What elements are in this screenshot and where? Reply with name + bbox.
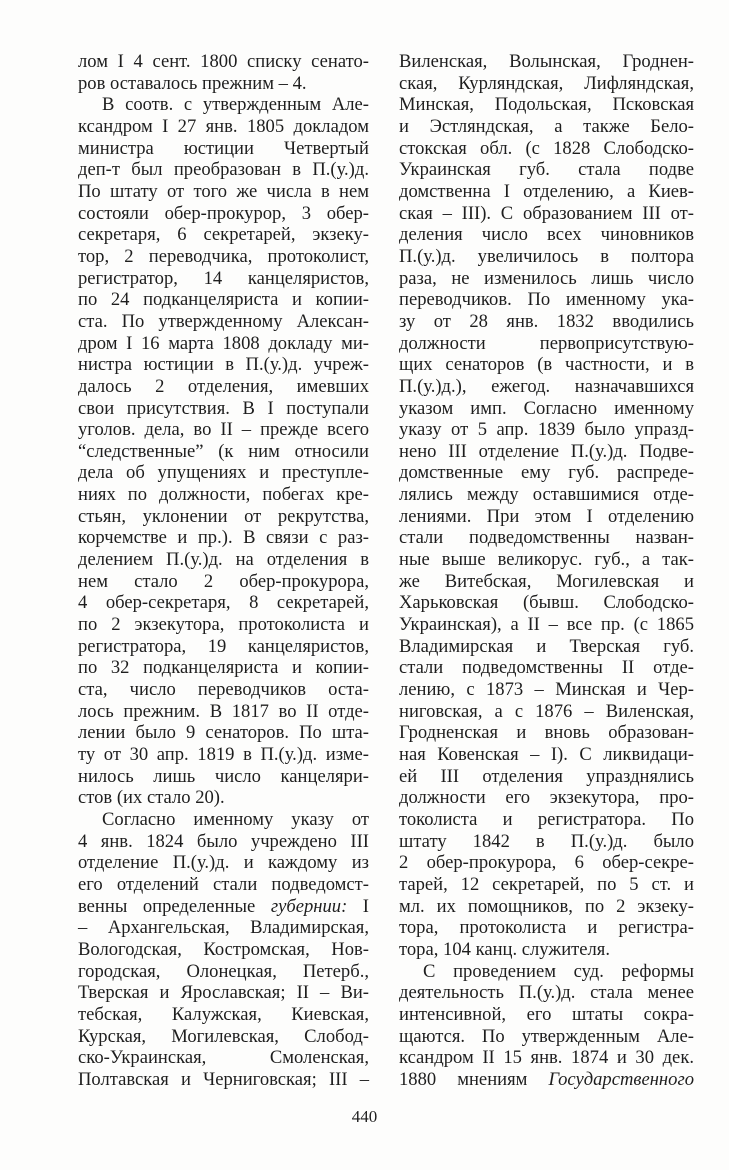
text-line: нистра юстиции в П.(у.)д. учреж-: [78, 354, 369, 376]
text-line: раза, не изменилось лишь число: [399, 267, 694, 289]
text-line: домственна I отделению, а Киев-: [399, 180, 694, 202]
text-line: нем стало 2 обер-прокурора,: [78, 570, 369, 592]
text-line: тор, 2 переводчика, протоколист,: [78, 245, 369, 267]
text-line: регистратора, 19 канцеляристов,: [78, 635, 369, 657]
text-line: [78, 896, 369, 918]
text-line: его отделений стали подведомст-: [78, 873, 369, 895]
text-line: и Эстляндская, а также Бело-: [399, 115, 694, 137]
text-line: ту от 30 апр. 1819 в П.(у.)д. изме-: [78, 744, 369, 765]
text-line: В соотв. с утвержденным Але-: [102, 94, 369, 116]
text-line: ные выше великорус. губ., а так-: [399, 549, 694, 571]
text-line: нено III отделение П.(у.)д. Подве-: [399, 440, 694, 462]
paragraph: [399, 51, 694, 961]
text-line: городская, Олонецкая, Петерб.,: [78, 960, 369, 982]
text-line: тарей, 12 секретарей, по 5 ст. и: [399, 873, 694, 895]
page-number: 440: [351, 1107, 378, 1126]
text-line: указу от 5 апр. 1839 было упразд-: [399, 419, 694, 441]
text-line: ксандром II 15 янв. 1874 и 30 дек.: [399, 1047, 694, 1069]
text-line: тора, 104 канц. служителя.: [399, 938, 611, 960]
text-line: корчемстве и пр.). В связи с раз-: [78, 527, 369, 549]
text-line: ная Ковенская – I). С ликвидаци-: [399, 744, 694, 765]
text-line: С проведением суд. реформы: [423, 960, 694, 982]
text-line: ксандром I 27 янв. 1805 докладом: [78, 115, 369, 137]
text-line: должности его экзекутора, про-: [399, 787, 694, 809]
text-span: венны определенные: [78, 895, 271, 917]
text-line: Харьковская (бывш. Слободско-: [399, 592, 694, 614]
text-line: указом имп. Согласно именному: [399, 397, 694, 419]
text-line: интенсивной, его штаты сокра-: [399, 1003, 694, 1025]
text-line: ста, число переводчиков оста-: [78, 679, 369, 701]
text-line: лению, с 1873 – Минская и Чер-: [399, 679, 694, 701]
text-line: ская – III). С образованием III от-: [399, 202, 694, 224]
right-column: [399, 51, 694, 1091]
text-line: переводчиков. По именному ука-: [399, 289, 694, 311]
text-line: далось 2 отделения, имевших: [78, 375, 369, 397]
text-line: – Архангельская, Владимирская,: [78, 917, 369, 939]
text-line: тебская, Калужская, Киевская,: [78, 1003, 369, 1025]
text-line: должности первоприсутствую-: [399, 332, 694, 354]
text-line: делением П.(у.)д. на отделения в: [78, 549, 369, 571]
text-line: ей III отделения упразднялись: [399, 765, 694, 787]
text-line: нилось лишь число канцеляри-: [78, 765, 369, 787]
text-line: лялись между оставшимися отде-: [399, 484, 694, 506]
text-line: Вологодская, Костромская, Нов-: [78, 938, 369, 960]
text-line: Курская, Могилевская, Слобод-: [78, 1025, 369, 1047]
left-column: [78, 51, 369, 1091]
text-line: Полтавская и Черниговская; III –: [78, 1068, 369, 1090]
text-line: секретаря, 6 секретарей, экзеку-: [78, 224, 369, 246]
text-line: [399, 1069, 694, 1091]
text-line: дром I 16 марта 1808 докладу ми-: [78, 332, 369, 354]
text-line: Гродненская и вновь образован-: [399, 722, 694, 744]
text-line: 4 обер-секретаря, 8 секретарей,: [78, 592, 369, 614]
italic-term: губернии:: [270, 895, 348, 917]
text-line: уголов. дела, во II – прежде всего: [78, 419, 369, 441]
text-line: П.(у.)д. увеличилось в полтора: [399, 245, 694, 267]
text-line: ров оставалось прежним – 4.: [78, 72, 307, 94]
text-line: стьян, уклонении от рекрутства,: [78, 505, 369, 527]
text-line: деятельность П.(у.)д. стала менее: [399, 982, 694, 1004]
text-line: стов (их стало 20).: [78, 787, 225, 809]
text-line: тора, протоколиста и регистра-: [399, 917, 694, 939]
paragraph: [78, 51, 369, 94]
italic-term: Государственного: [548, 1068, 694, 1090]
text-line: Тверская и Ярославская; II – Ви-: [78, 982, 369, 1004]
text-span: 1880 мнениям: [399, 1068, 549, 1090]
text-line: ниях по должности, побегах кре-: [78, 484, 369, 506]
text-line: лом I 4 сент. 1800 списку сенато-: [78, 51, 369, 72]
text-line: штату 1842 в П.(у.)д. было: [399, 830, 694, 852]
text-line: лении было 9 сенаторов. По шта-: [78, 722, 369, 744]
text-line: ста. По утвержденному Алексан-: [78, 310, 369, 332]
text-line: щаются. По утвержденным Але-: [399, 1025, 694, 1047]
paragraph: [78, 809, 369, 1091]
text-line: состояли обер-прокурор, 3 обер-: [78, 202, 369, 224]
text-line: по 32 подканцеляриста и копии-: [78, 657, 369, 679]
text-line: ская, Курляндская, Лифляндская,: [399, 72, 694, 94]
text-line: П.(у.)д.), ежегод. назначавшихся: [399, 375, 694, 397]
text-line: стали подведомственны II отде-: [399, 657, 694, 679]
text-line: Виленская, Волынская, Гроднен-: [399, 51, 694, 72]
text-line: ниговская, а с 1876 – Виленская,: [399, 700, 694, 722]
text-span: I: [347, 895, 369, 917]
text-line: Украинская), а II – все пр. (с 1865: [399, 614, 694, 636]
paragraph: [399, 961, 694, 1091]
text-line: министра юстиции Четвертый: [78, 137, 369, 159]
text-line: лениями. При этом I отделению: [399, 505, 694, 527]
text-line: По штату от того же числа в нем: [78, 180, 369, 202]
text-line: деления число всех чиновников: [399, 224, 694, 246]
text-line: отделение П.(у.)д. и каждому из: [78, 852, 369, 874]
text-line: Минская, Подольская, Псковская: [399, 94, 694, 116]
text-line: 4 янв. 1824 было учреждено III: [78, 830, 369, 852]
text-line: ско-Украинская, Смоленская,: [78, 1047, 369, 1069]
text-line: дела об упущениях и преступле-: [78, 462, 369, 484]
text-line: 2 обер-прокурора, 6 обер-секре-: [399, 852, 694, 874]
text-line: домственные ему губ. распреде-: [399, 462, 694, 484]
text-line: по 2 экзекутора, протоколиста и: [78, 614, 369, 636]
text-line: Владимирская и Тверская губ.: [399, 635, 694, 657]
text-line: Украинская губ. стала подве: [399, 159, 694, 181]
text-line: Согласно именному указу от: [102, 808, 369, 830]
text-line: свои присутствия. В I поступали: [78, 397, 369, 419]
paragraph: [78, 94, 369, 809]
text-line: стали подведомственны назван-: [399, 527, 694, 549]
text-line: лось прежним. В 1817 во II отде-: [78, 700, 369, 722]
text-line: деп-т был преобразован в П.(у.)д.: [78, 159, 369, 181]
text-line: же Витебская, Могилевская и: [399, 570, 694, 592]
text-line: стокская обл. (с 1828 Слободско-: [399, 137, 694, 159]
text-line: “следственные” (к ним относили: [78, 440, 369, 462]
text-line: токолиста и регистратора. По: [399, 808, 694, 830]
text-line: регистратор, 14 канцеляристов,: [78, 267, 369, 289]
text-line: зу от 28 янв. 1832 вводились: [399, 310, 694, 332]
text-line: мл. их помощников, по 2 экзеку-: [399, 895, 694, 917]
text-line: щих сенаторов (в частности, и в: [399, 354, 694, 376]
text-line: по 24 подканцеляриста и копии-: [78, 289, 369, 311]
